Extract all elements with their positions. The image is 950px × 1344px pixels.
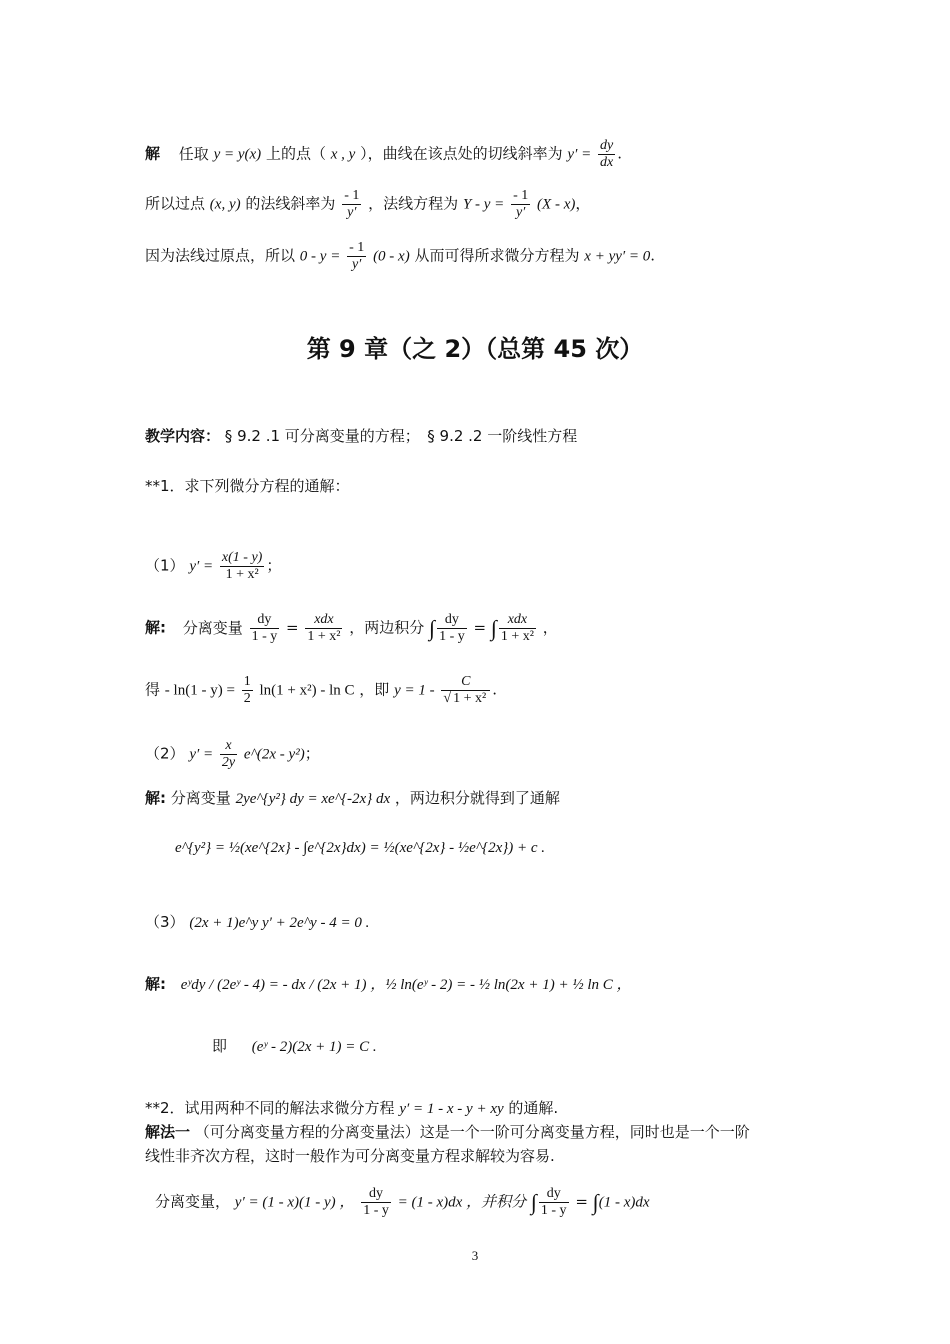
normal-slope-fraction: $\frac{- 1}{y'}$ <box>344 188 360 220</box>
problem-1-1: （1） y′ = $\frac{x(1 - y)}{\text{1 + x²}}$ ； <box>145 550 282 582</box>
solution-1-3: 解: eʸdy / (2eʸ - 4) = - dx / (2x + 1) ，½ ln(eʸ - 2) = - ½ ln(2x + 1) + ½ ln C ， <box>145 975 632 993</box>
solution-1-1: 解: 分离变量 $\frac{dy}{1 - y}$ = $\frac{\text{xdx}}{\text{1 + x²}}$ ，两边积分 ∫ $\frac{dy}{1 - y}$ = ∫ $\frac{\text{xdx}}{\text{1 + x²}}$ ， <box>145 612 558 644</box>
origin-fraction: $\frac{- 1}{y'}$ <box>349 240 365 272</box>
solution-label: 解 <box>145 144 161 163</box>
solution-1-2-result: e^{y²} = ½(xe^{2x} - ∫e^{2x}dx) = ½(xe^{2x} - ½e^{2x}) + c . <box>175 840 546 856</box>
method-1-line-2: 线性非齐次方程，这时一般作为可分离变量方程求解较为容易. <box>145 1147 555 1165</box>
chapter-title: 第 9 章（之 2）（总第 45 次） <box>306 335 644 363</box>
teaching-content: 教学内容： § 9.2 .1 可分离变量的方程； § 9.2 .2 一阶线性方程 <box>145 427 578 445</box>
solution-1-1-result: 得 - ln(1 - y) = $\frac{1}{2}$ ln(1 + x²) - ln C ，即 y = 1 - $\frac{C}{\text{√ 1 + x²}}$ . <box>145 674 497 706</box>
intro-line-2: 所以过点 (x, y) 的法线斜率为 $\frac{- 1}{y'}$ ，法线方程为 Y - y = $\frac{- 1}{y'}$ (X - x)， <box>145 188 591 220</box>
page-number: 3 <box>471 1248 479 1263</box>
slope-fraction: $\frac{dy}{dx}$ <box>600 138 614 170</box>
normal-eq-fraction: $\frac{- 1}{y'}$ <box>513 188 529 220</box>
problem-1-2: （2） y′ = $\frac{x}{2y}$ e^(2x - y²)； <box>145 738 320 770</box>
solution-1-3-result: 即 (eʸ - 2)(2x + 1) = C . <box>212 1037 377 1055</box>
question-1-heading: **1．求下列微分方程的通解： <box>145 477 350 495</box>
intro-line-3: 因为法线过原点，所以 0 - y = $\frac{- 1}{y'}$ (0 - x) 从而可得所求微分方程为 x + yy′ = 0. <box>145 240 656 272</box>
problem-1-3: （3） (2x + 1)e^y y′ + 2e^y - 4 = 0 . <box>145 913 370 931</box>
solution-1-2: 解: 分离变量 2ye^{y²} dy = xe^{-2x} dx ，两边积分就得到了通解 <box>145 789 560 807</box>
method-1-line-1: 解法一 （可分离变量方程的分离变量法）这是一个一阶可分离变量方程，同时也是一个一阶 <box>145 1123 750 1141</box>
question-2-heading: **2．试用两种不同的解法求微分方程 y′ = 1 - x - y + xy 的通解. <box>145 1099 559 1117</box>
method-1-separation: 分离变量， y′ = (1 - x)(1 - y) ， $\frac{dy}{1 - y}$ = (1 - x)dx ，并积分 ∫ $\frac{dy}{1 - y}$ = ∫(1 - x)dx <box>155 1186 650 1218</box>
intro-line-1: 解 任取 y = y(x) 上的点（ x , y ），曲线在该点处的切线斜率为 y′ = $\frac{dy}{dx}$ . <box>145 138 623 170</box>
